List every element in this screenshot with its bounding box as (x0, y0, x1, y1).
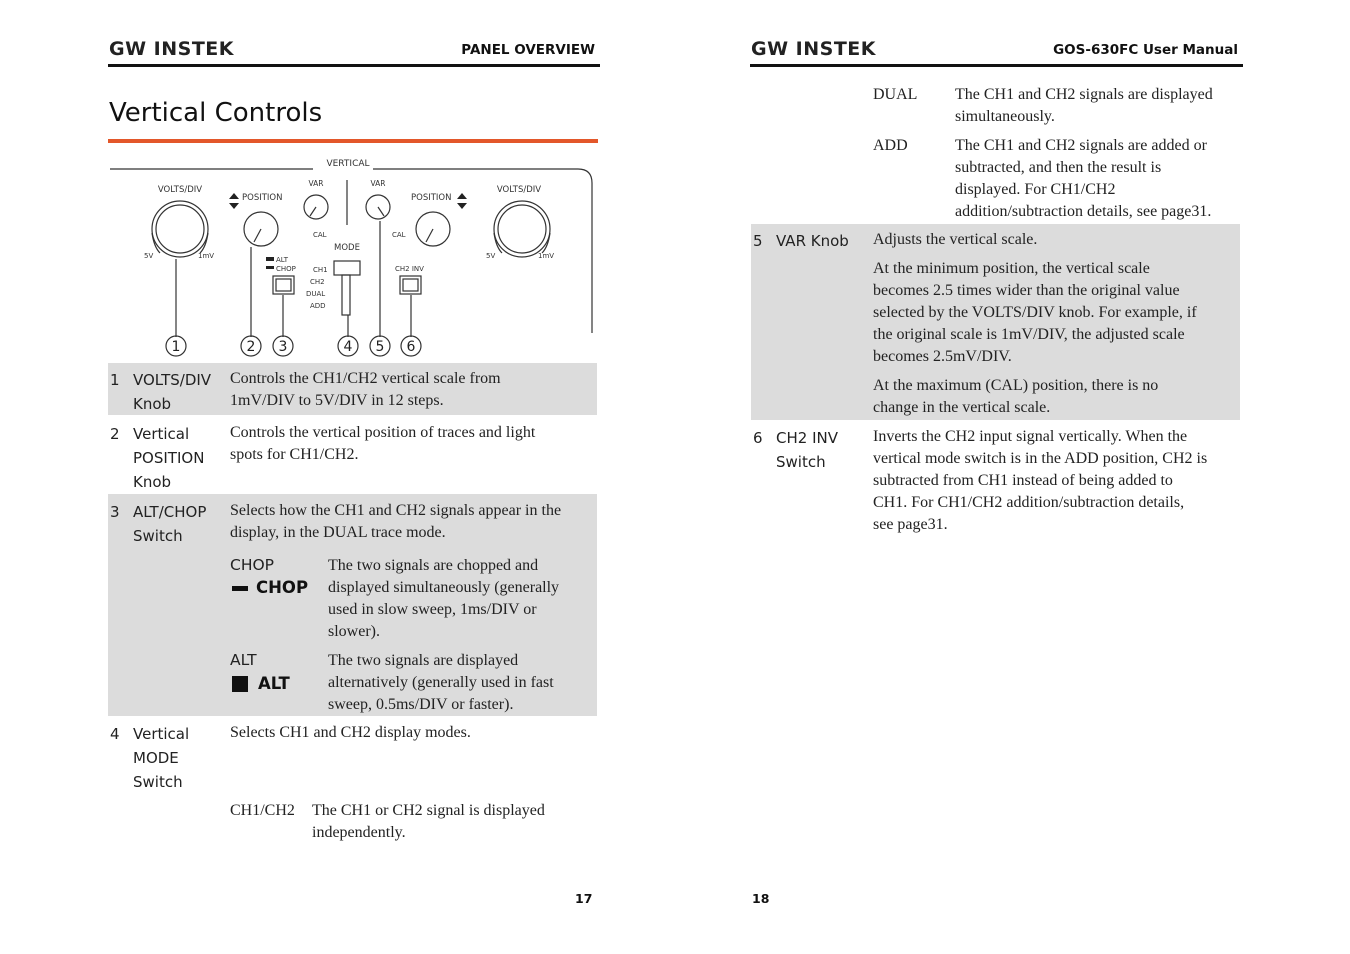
desc-line: becomes 2.5mV/DIV. (873, 348, 1012, 365)
position-left-label: POSITION (242, 193, 283, 203)
cal-left-label: CAL (313, 231, 327, 239)
row-number: 2 (110, 425, 120, 443)
row-name (133, 368, 211, 416)
callout-1: 1 (171, 339, 181, 355)
volts-div-right-label: VOLTS/DIV (496, 185, 542, 195)
row-number: 3 (110, 503, 120, 521)
ch2-inv-label: CH2 INV (395, 265, 424, 273)
desc-line: The CH1 and CH2 signals are displayed (955, 86, 1213, 103)
cal-right-label: CAL (392, 231, 406, 239)
desc-line: spots for CH1/CH2. (230, 446, 359, 463)
ch1ch2-description (312, 800, 545, 844)
manual-header: GOS-630FC User Manual (1053, 42, 1238, 58)
desc-line: becomes 2.5 times wider than the original value (873, 282, 1180, 299)
alt-icon (232, 676, 248, 692)
desc-line: simultaneously. (955, 108, 1055, 125)
chop-sublabel: CHOP (230, 556, 275, 574)
chop-icon-label: CHOP (256, 578, 309, 597)
callout-4: 4 (343, 339, 353, 355)
desc-line: alternatively (generally used in fast (328, 674, 554, 691)
desc-line: used in slow sweep, 1ms/DIV or (328, 601, 537, 618)
row-description (230, 500, 561, 544)
desc-line: The CH1 or CH2 signal is displayed (312, 802, 545, 819)
desc-line: Inverts the CH2 input signal vertically. When the (873, 428, 1188, 445)
desc-line: see page31. (873, 516, 948, 533)
row-name (133, 422, 204, 494)
callout-3: 3 (278, 339, 288, 355)
row-name-line: Vertical (133, 425, 190, 443)
ch1ch2-sublabel: CH1/CH2 (230, 802, 295, 819)
desc-line: independently. (312, 824, 406, 841)
table-row (108, 717, 597, 857)
chop-description (328, 555, 559, 643)
desc-line: At the minimum position, the vertical scale (873, 260, 1150, 277)
row-name-line: Knob (133, 395, 172, 413)
desc-line: Controls the vertical position of traces and light (230, 424, 536, 441)
page-title: Vertical Controls (109, 98, 323, 128)
dual-description (955, 84, 1213, 128)
row-name-line: VOLTS/DIV (133, 371, 212, 389)
mode-label: MODE (334, 243, 360, 253)
desc-line: CH1. For CH1/CH2 addition/subtraction details, (873, 494, 1185, 511)
scale-5v-left: 5V (144, 252, 154, 260)
row-description (873, 375, 1158, 419)
row-number: 4 (110, 725, 120, 743)
desc-line: The CH1 and CH2 signals are added or (955, 137, 1207, 154)
add-sublabel: ADD (873, 137, 908, 154)
position-right-label: POSITION (411, 193, 452, 203)
row-name-line: VAR Knob (776, 232, 849, 250)
title-underline (108, 139, 598, 143)
table-row (751, 421, 1240, 541)
mode-option-dual: DUAL (306, 290, 326, 298)
row-name (776, 229, 849, 253)
page-number-left: 17 (575, 891, 593, 906)
volts-div-left-label: VOLTS/DIV (157, 185, 203, 195)
desc-line: change in the vertical scale. (873, 399, 1051, 416)
row-description (873, 229, 1037, 251)
desc-line: The two signals are chopped and (328, 557, 539, 574)
chop-label: CHOP (276, 265, 296, 273)
row-name-line: Switch (133, 773, 183, 791)
desc-line: displayed. For CH1/CH2 (955, 181, 1116, 198)
desc-line: Selects how the CH1 and CH2 signals appear in the (230, 502, 562, 519)
alt-sublabel: ALT (230, 651, 257, 669)
section-header: PANEL OVERVIEW (461, 42, 595, 58)
dual-sublabel: DUAL (873, 86, 918, 103)
mode-option-add: ADD (310, 302, 326, 310)
mode-option-ch1: CH1 (313, 266, 328, 274)
row-name-line: POSITION (133, 449, 205, 467)
row-name-line: CH2 INV (776, 429, 838, 447)
row-name-line: ALT/CHOP (133, 503, 207, 521)
desc-line: subtracted, and then the result is (955, 159, 1162, 176)
brand-logo: GW INSTEK (109, 38, 234, 60)
scale-1mv-left: 1mV (198, 252, 215, 260)
callout-2: 2 (246, 339, 256, 355)
row-name (133, 500, 206, 548)
row-description (873, 258, 1197, 368)
alt-label: ALT (276, 256, 289, 264)
header-rule (108, 64, 600, 67)
desc-line: Adjusts the vertical scale. (873, 231, 1038, 248)
callout-5: 5 (375, 339, 385, 355)
table-row (108, 494, 597, 716)
chop-icon (232, 586, 248, 591)
row-number: 5 (753, 232, 763, 250)
row-description (230, 422, 535, 466)
desc-line: displayed simultaneously (generally (328, 579, 560, 596)
row-name-line: Switch (133, 527, 183, 545)
desc-line: At the maximum (CAL) position, there is no (873, 377, 1159, 394)
table-row (108, 417, 597, 493)
mode-option-ch2: CH2 (310, 278, 325, 286)
row-description (230, 368, 501, 412)
table-row (108, 363, 597, 415)
desc-line: Selects CH1 and CH2 display modes. (230, 724, 471, 741)
scale-1mv-right: 1mV (538, 252, 555, 260)
desc-line: display, in the DUAL trace mode. (230, 524, 446, 541)
callout-6: 6 (406, 339, 416, 355)
row-name-line: Vertical (133, 725, 190, 743)
alt-description (328, 650, 554, 716)
row-name-line: Switch (776, 453, 826, 471)
desc-line: vertical mode switch is in the ADD position, CH2 is (873, 450, 1208, 467)
desc-line: 1mV/DIV to 5V/DIV in 12 steps. (230, 392, 444, 409)
desc-line: The two signals are displayed (328, 652, 519, 669)
desc-line: selected by the VOLTS/DIV knob. For example, if (873, 304, 1197, 321)
desc-line: the original scale is 1mV/DIV, the adjusted scale (873, 326, 1185, 343)
add-description (955, 135, 1211, 223)
desc-line: Controls the CH1/CH2 vertical scale from (230, 370, 501, 387)
alt-icon-label: ALT (258, 674, 290, 693)
brand-logo: GW INSTEK (751, 38, 876, 60)
row-name-line: Knob (133, 473, 172, 491)
var-right-label: VAR (370, 179, 386, 188)
vertical-panel-figure (108, 155, 598, 363)
desc-line: addition/subtraction details, see page31. (955, 203, 1212, 220)
row-name-line: MODE (133, 749, 179, 767)
row-number: 6 (753, 429, 763, 447)
table-row (751, 224, 1240, 420)
var-left-label: VAR (308, 179, 324, 188)
page-number-right: 18 (752, 891, 770, 906)
row-description (230, 722, 471, 744)
desc-line: sweep, 0.5ms/DIV or faster). (328, 696, 514, 713)
row-number: 1 (110, 371, 120, 389)
desc-line: subtracted from CH1 instead of being added to (873, 472, 1173, 489)
row-description (873, 426, 1207, 536)
row-name (776, 426, 838, 474)
vertical-label: VERTICAL (326, 159, 370, 169)
desc-line: slower). (328, 623, 380, 640)
scale-5v-right: 5V (486, 252, 496, 260)
header-rule (750, 64, 1243, 67)
row-name (133, 722, 189, 794)
